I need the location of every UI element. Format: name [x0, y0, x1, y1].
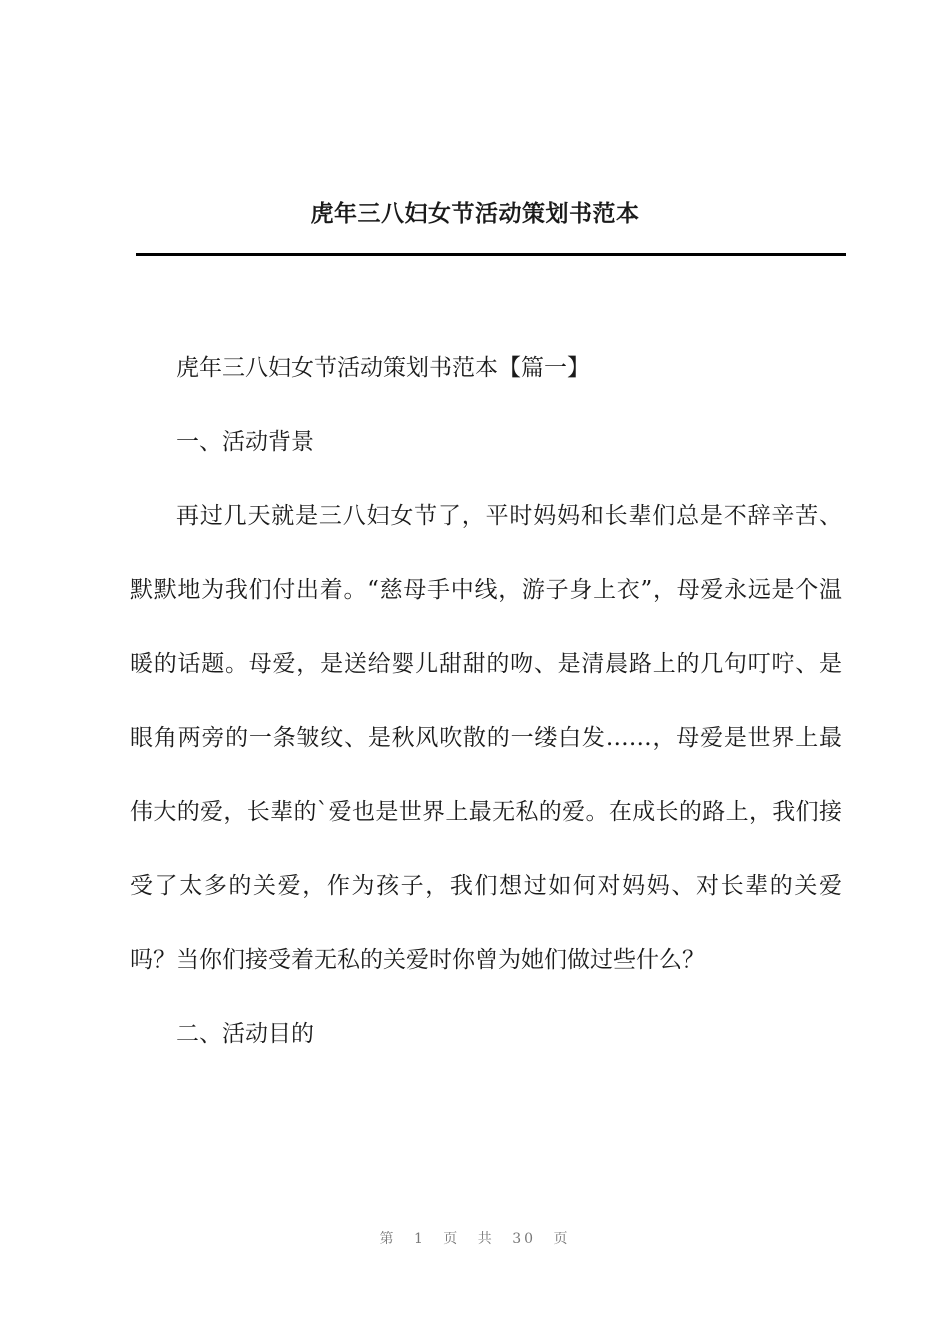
document-title: 虎年三八妇女节活动策划书范本 — [310, 200, 640, 227]
section-heading-part-one: 虎年三八妇女节活动策划书范本【篇一】 — [176, 355, 590, 381]
document-body — [130, 331, 842, 1071]
section-heading-background: 一、活动背景 — [176, 429, 314, 455]
paragraph-background: 再过几天就是三八妇女节了，平时妈妈和长辈们总是不辞辛苦、默默地为我们付出着。“慈母手中线，游子身上衣”，母爱永远是个温暖的话题。母爱，是送给婴儿甜甜的吻、是清晨路上的几句叮咛、是眼角两旁的一条皱纹、是秋风吹散的一缕白发……，母爱是世界上最伟大的爱，长辈的`爱也是世界上最无私的爱。在成长的路上，我们接受了太多的关爱，作为孩子，我们想过如何对妈妈、对长辈的关爱吗？当你们接受着无私的关爱时你曾为她们做过些什么？ — [130, 503, 842, 973]
section-heading-purpose: 二、活动目的 — [176, 1021, 314, 1047]
page-number-footer: 第 1 页 共 30 页 — [379, 1231, 571, 1247]
title-underline — [136, 253, 846, 256]
